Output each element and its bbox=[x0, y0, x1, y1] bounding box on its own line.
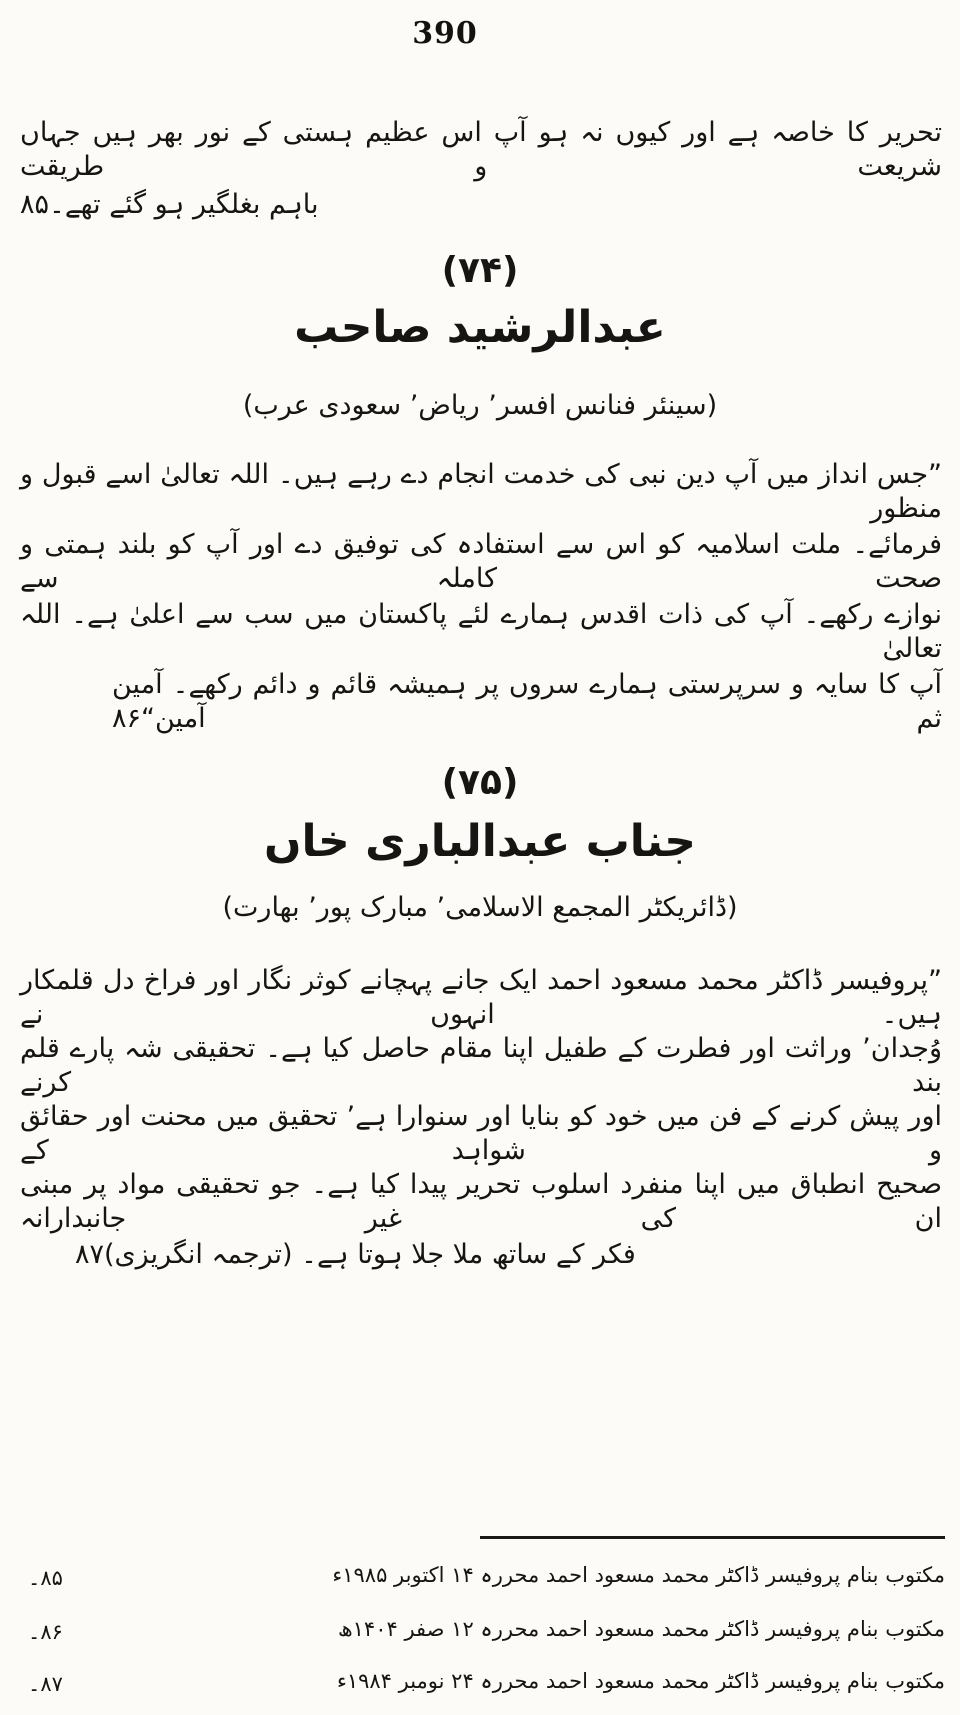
section-74-number: (۷۴) bbox=[441, 250, 519, 291]
footnote-number: ۸۷۔ bbox=[28, 1672, 63, 1696]
intro-line-1: تحریر کا خاصہ ہے اور کیوں نہ ہو آپ اس عظیم ہستی کے نور بھر ہیں جہاں شریعت و طریقت bbox=[20, 117, 942, 182]
section-74-line: آپ کا سایہ و سرپرستی ہمارے سروں پر ہمیشہ قائم و دائم رکھے۔ آمین ثم آمین“۸۶ bbox=[112, 669, 942, 734]
section-74-line: ”جس انداز میں آپ دین نبی کی خدمت انجام دے رہے ہیں۔ اللہ تعالیٰ اسے قبول و منظور bbox=[20, 459, 942, 524]
section-74-line: نوازے رکھے۔ آپ کی ذات اقدس ہمارے لئے پاکستان میں سب سے اعلیٰ ہے۔ اللہ تعالیٰ bbox=[20, 599, 942, 664]
footnote-number: ۸۵۔ bbox=[28, 1566, 63, 1590]
footnote-divider bbox=[480, 1536, 945, 1539]
page-number: 390 bbox=[412, 16, 478, 51]
footnote-text: مکتوب بنام پروفیسر ڈاکٹر محمد مسعود احمد محررہ ۱۲ صفر ۱۴۰۴ھ bbox=[337, 1617, 945, 1641]
section-74-line: فرمائے۔ ملت اسلامیہ کو اس سے استفادہ کی توفیق دے اور آپ کو بلند ہمتی و صحت کاملہ سے bbox=[20, 529, 942, 594]
section-75-line: فکر کے ساتھ ملا جلا ہوتا ہے۔ (ترجمہ انگریزی)۸۷ bbox=[75, 1239, 636, 1270]
footnote-number: ۸۶۔ bbox=[28, 1620, 63, 1644]
section-74-subtitle: (سینئر فنانس افسر’ ریاض’ سعودی عرب) bbox=[242, 390, 718, 421]
intro-line-2: باہم بغلگیر ہو گئے تھے۔۸۵ bbox=[20, 189, 319, 220]
section-75-line: صحیح انطباق میں اپنا منفرد اسلوب تحریر پیدا کیا ہے۔ جو تحقیقی مواد پر مبنی ان کی غیر جانبدارانہ bbox=[20, 1169, 942, 1234]
section-74-title: عبدالرشید صاحب bbox=[294, 302, 666, 353]
section-75-title: جناب عبدالباری خاں bbox=[263, 816, 696, 867]
footnote-text: مکتوب بنام پروفیسر ڈاکٹر محمد مسعود احمد محررہ ۲۴ نومبر ۱۹۸۴ء bbox=[336, 1669, 945, 1693]
section-75-subtitle: (ڈائریکٹر المجمع الاسلامی’ مبارک پور’ بھارت) bbox=[222, 892, 738, 923]
section-75-number: (۷۵) bbox=[441, 762, 519, 803]
section-75-line: وُجدان’ وراثت اور فطرت کے طفیل اپنا مقام حاصل کیا ہے۔ تحقیقی شہ پارے قلم بند کرنے bbox=[20, 1033, 942, 1098]
section-75-line: ”پروفیسر ڈاکٹر محمد مسعود احمد ایک جانے پہچانے کوثر نگار اور فراخ دل قلمکار ہیں۔ انہوں نے bbox=[20, 965, 942, 1030]
section-75-line: اور پیش کرنے کے فن میں خود کو بنایا اور سنوارا ہے’ تحقیق میں محنت اور حقائق و شواہد کے bbox=[20, 1101, 942, 1166]
footnote-text: مکتوب بنام پروفیسر ڈاکٹر محمد مسعود احمد محررہ ۱۴ اکتوبر ۱۹۸۵ء bbox=[332, 1563, 945, 1587]
